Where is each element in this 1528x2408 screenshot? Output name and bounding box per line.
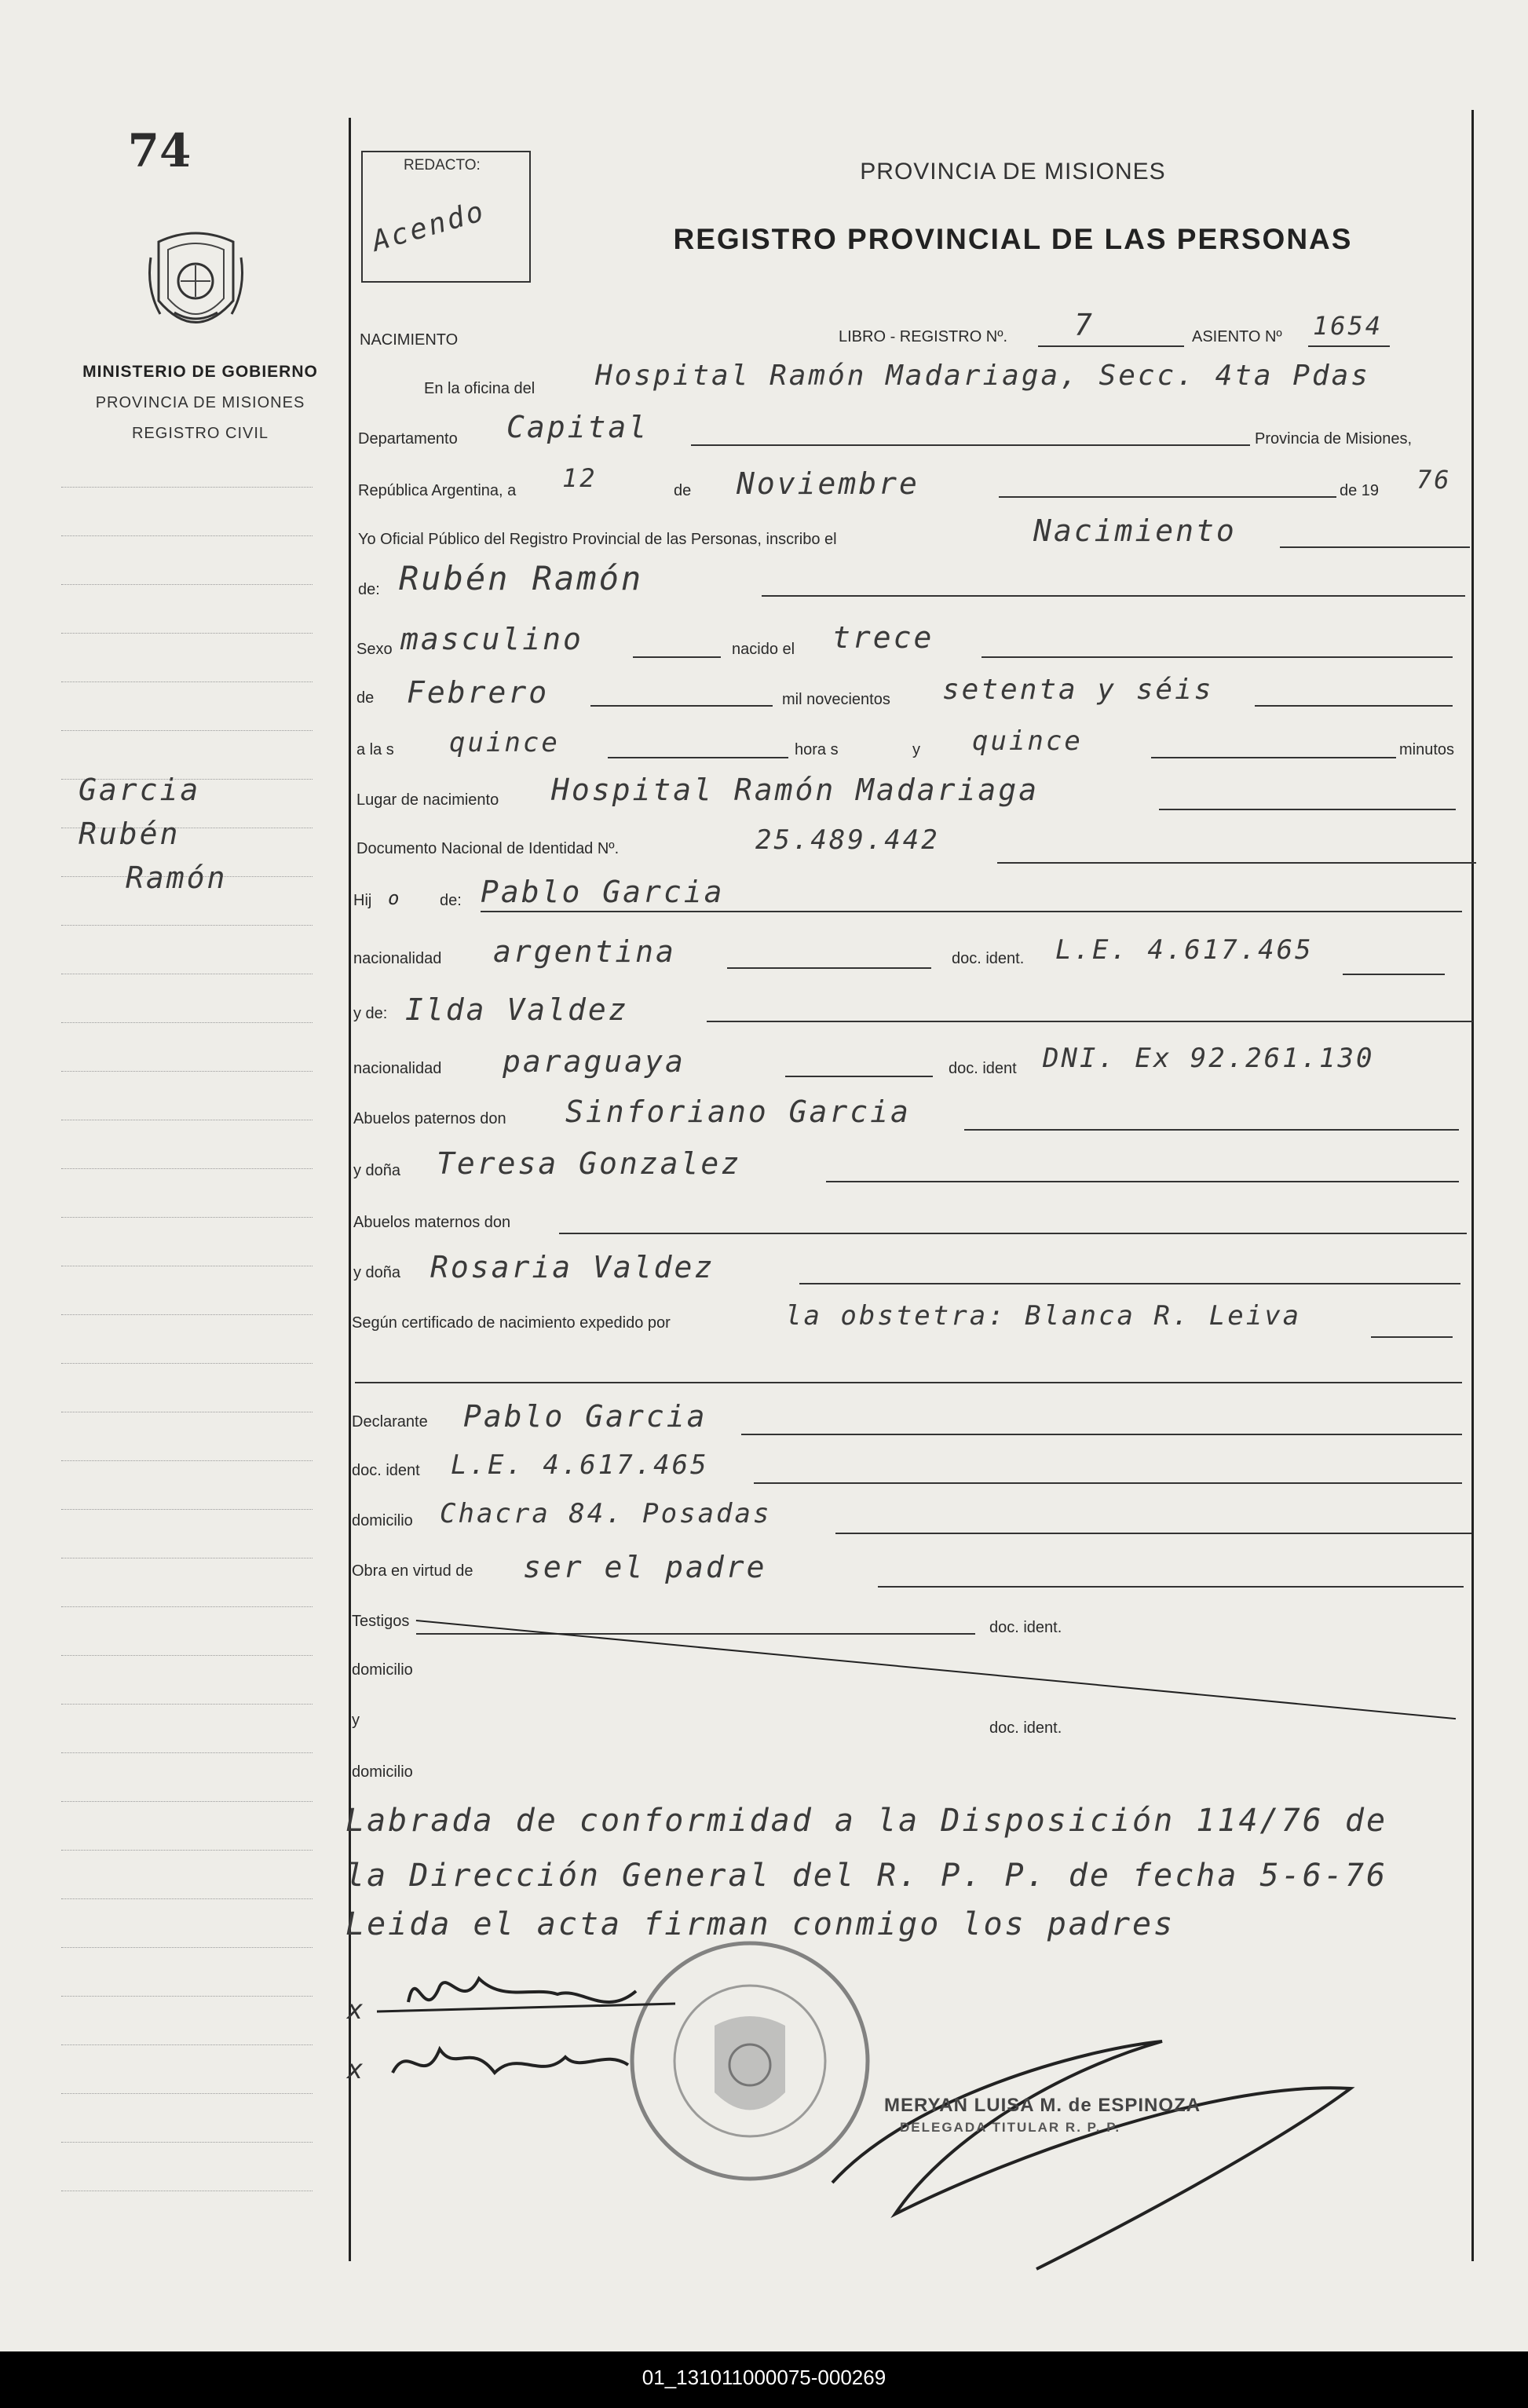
oficial-line (1280, 546, 1470, 548)
domicilio-testigo2-label: domicilio (352, 1763, 413, 1781)
nacionalidad-padre-label: nacionalidad (353, 950, 442, 967)
margin-ruling-line (61, 487, 313, 488)
de-nombre-label: de: (358, 581, 380, 598)
alas-label: a la s (356, 741, 394, 758)
asiento-value: 1654 (1313, 311, 1384, 341)
dia-value: 12 (562, 463, 598, 493)
margin-ruling-line (61, 1363, 313, 1364)
signatures-scribble (345, 1955, 1366, 2285)
abuela-mat-line (799, 1283, 1460, 1284)
padre-value: Pablo Garcia (481, 875, 725, 909)
obra-label: Obra en virtud de (352, 1562, 473, 1580)
nacido-line (982, 656, 1453, 658)
declarante-line (741, 1434, 1462, 1435)
oficial-label: Yo Oficial Público del Registro Provincial de las Personas, inscribo el (358, 531, 837, 548)
mes-value: Noviembre (737, 466, 919, 501)
image-id-bar (0, 2351, 1528, 2408)
docident-testigo2-label: doc. ident. (989, 1719, 1062, 1737)
abuelos-pat-label: Abuelos paternos don (353, 1110, 506, 1127)
margin-ruling-line (61, 2142, 313, 2143)
mil-label: mil novecientos (782, 691, 890, 708)
margin-ruling-line (61, 2044, 313, 2045)
mil-line (1255, 705, 1453, 707)
abuela-pat-value: Teresa Gonzalez (437, 1146, 742, 1181)
margin-ruling-line (61, 1996, 313, 1997)
doc-madre-value: DNI. Ex 92.261.130 (1043, 1043, 1375, 1074)
official-name: MERYAN LUISA M. de ESPINOZA (884, 2095, 1201, 2116)
margin-note-line: Rubén (79, 817, 181, 851)
closing-line: Labrada de conformidad a la Disposición 114/76 de (345, 1803, 1388, 1839)
hora-line (608, 757, 788, 758)
doc-decl-line (754, 1482, 1462, 1484)
margin-ruling-line (61, 1071, 313, 1072)
y-testigo-label: y (352, 1712, 360, 1729)
official-title: DELEGADA TITULAR R. P. P. (900, 2120, 1121, 2135)
margin-ruling-line (61, 1168, 313, 1169)
dni-value: 25.489.442 (755, 824, 940, 856)
ministry-registry: REGISTRO CIVIL (131, 425, 269, 442)
yde-label: y de: (353, 1005, 388, 1022)
de19-label: de 19 (1340, 482, 1380, 499)
doc-padre-value: L.E. 4.617.465 (1055, 934, 1314, 966)
obra-value: ser el padre (523, 1550, 767, 1584)
margin-ruling-line (61, 1752, 313, 1753)
margin-ruling-line (61, 1606, 313, 1607)
testigos-label: Testigos (352, 1613, 410, 1630)
segun-line-2 (355, 1382, 1462, 1383)
domicilio-line (835, 1533, 1471, 1534)
margin-ruling-line (61, 1217, 313, 1218)
margin-ruling-line (61, 681, 313, 682)
oficina-label: En la oficina del (424, 380, 536, 397)
lugar-label: Lugar de nacimiento (356, 791, 499, 809)
docident-padre-label: doc. ident. (952, 950, 1025, 967)
margin-note-line: Garcia (79, 773, 201, 807)
republica-label: República Argentina, a (358, 482, 517, 499)
obra-line (878, 1586, 1464, 1588)
declarante-label: Declarante (352, 1413, 428, 1431)
domicilio-testigo-label: domicilio (352, 1661, 413, 1679)
ministry-province: PROVINCIA DE MISIONES (95, 394, 305, 411)
abuela-pat-line (826, 1181, 1459, 1182)
doc-decl-value: L.E. 4.617.465 (451, 1449, 709, 1481)
libro-label: LIBRO - REGISTRO Nº. (839, 328, 1008, 345)
anio-value: 76 (1417, 465, 1452, 495)
mil-value: setenta y séis (942, 674, 1214, 706)
hijo-de-label: de: (440, 892, 462, 909)
nacido-label: nacido el (732, 641, 795, 658)
padre-line (481, 911, 1462, 912)
abuelo-pat-line (964, 1129, 1459, 1131)
domicilio-value: Chacra 84. Posadas (440, 1498, 772, 1529)
asiento-line (1308, 345, 1390, 347)
segun-value: la obstetra: Blanca R. Leiva (785, 1300, 1302, 1332)
minutos-label: minutos (1399, 741, 1455, 758)
madre-value: Ilda Valdez (405, 992, 629, 1027)
margin-ruling-line (61, 1655, 313, 1656)
margin-ruling-line (61, 730, 313, 731)
domicilio-label: domicilio (352, 1512, 413, 1529)
hijo-label: Hij (353, 892, 372, 909)
segun-label: Según certificado de nacimiento expedido por (352, 1314, 671, 1332)
minutos-value: quince (972, 725, 1083, 757)
ydona-mat-label: y doña (353, 1264, 401, 1281)
margin-ruling-line (61, 1801, 313, 1802)
nacimiento-label: NACIMIENTO (360, 331, 459, 349)
x-mark: x (347, 2054, 366, 2085)
margin-ruling-line (61, 584, 313, 585)
declarante-value: Pablo Garcia (463, 1399, 707, 1434)
minutos-line (1151, 757, 1396, 758)
docident-decl-label: doc. ident (352, 1462, 420, 1479)
libro-value: 7 (1074, 308, 1095, 342)
margin-ruling-line (61, 633, 313, 634)
nacido-value: trece (832, 620, 934, 655)
nombre-value: Rubén Ramón (399, 559, 644, 597)
abuelo-mat-line (559, 1233, 1467, 1234)
abuela-mat-value: Rosaria Valdez (430, 1250, 715, 1284)
margin-ruling-line (61, 1898, 313, 1899)
hora-value: quince (449, 727, 560, 758)
margin-ruling-line (61, 535, 313, 536)
margin-ruling-line (61, 2093, 313, 2094)
closing-line: Leida el acta firman conmigo los padres (345, 1906, 1175, 1942)
departamento-label: Departamento (358, 430, 458, 448)
margin-note-line: Ramón (126, 861, 228, 895)
doc-padre-line (1343, 974, 1445, 975)
departamento-value: Capital (506, 410, 649, 444)
margin-ruling-line (61, 1509, 313, 1510)
ydona-pat-label: y doña (353, 1162, 401, 1179)
nac-madre-line (785, 1076, 933, 1077)
redacto-value: Acendo (368, 195, 489, 258)
madre-line (707, 1021, 1473, 1022)
docident-testigo-label: doc. ident. (989, 1619, 1062, 1636)
abuelo-pat-value: Sinforiano Garcia (565, 1094, 911, 1129)
coat-of-arms-icon (143, 226, 249, 342)
margin-ruling-line (61, 925, 313, 926)
lugar-line (1159, 809, 1456, 810)
nac-madre-value: paraguaya (503, 1044, 685, 1079)
nac-padre-value: argentina (493, 934, 676, 969)
libro-line (1038, 345, 1184, 347)
sexo-value: masculino (400, 622, 583, 656)
lugar-value: Hospital Ramón Madariaga (551, 773, 1040, 807)
redacto-box (361, 151, 531, 283)
nacionalidad-madre-label: nacionalidad (353, 1060, 442, 1077)
nombre-line (762, 595, 1465, 597)
mes-nac-value: Febrero (407, 675, 550, 710)
asiento-label: ASIENTO Nº (1192, 328, 1282, 345)
oficial-value: Nacimiento (1033, 513, 1237, 548)
margin-note (79, 768, 338, 900)
margin-ruling-line (61, 1022, 313, 1023)
mes-nac-line (590, 705, 773, 707)
page-number: 74 (127, 124, 192, 177)
cancel-strike-line (416, 1620, 1456, 1719)
abuelos-mat-label: Abuelos maternos don (353, 1214, 511, 1231)
x-mark: x (347, 1994, 366, 2026)
provincia-label: Provincia de Misiones, (1255, 430, 1413, 448)
ministry-block (63, 363, 338, 443)
province-heading: PROVINCIA DE MISIONES (860, 159, 1166, 185)
sexo-label: Sexo (356, 641, 393, 658)
margin-ruling-line (61, 1850, 313, 1851)
closing-line: la Dirección General del R. P. P. de fecha 5-6-76 (345, 1858, 1388, 1894)
horas-label: hora s (795, 741, 839, 758)
margin-ruling-line (61, 1460, 313, 1461)
nac-padre-line (727, 967, 931, 969)
departamento-line (691, 444, 1250, 446)
image-id: 01_131011000075-000269 (642, 2366, 886, 2389)
sexo-line (633, 656, 721, 658)
oficina-value: Hospital Ramón Madariaga, Secc. 4ta Pdas (595, 360, 1370, 392)
dni-line (997, 862, 1476, 864)
redacto-label: REDACTO: (404, 157, 481, 174)
de-mes-label: de (356, 689, 375, 707)
dni-label: Documento Nacional de Identidad Nº. (356, 840, 620, 857)
y-label: y (912, 741, 920, 758)
testigos-line (416, 1633, 975, 1635)
mes-line (999, 496, 1336, 498)
margin-ruling-line (61, 1947, 313, 1948)
registry-heading: REGISTRO PROVINCIAL DE LAS PERSONAS (673, 223, 1353, 255)
ministry-title: MINISTERIO DE GOBIERNO (82, 363, 318, 381)
margin-ruling-line (61, 1314, 313, 1315)
docident-madre-label: doc. ident (949, 1060, 1017, 1077)
segun-line (1371, 1336, 1453, 1338)
margin-ruling-line (61, 1704, 313, 1705)
de-label: de (674, 482, 692, 499)
hijo-suffix: o (388, 887, 402, 909)
